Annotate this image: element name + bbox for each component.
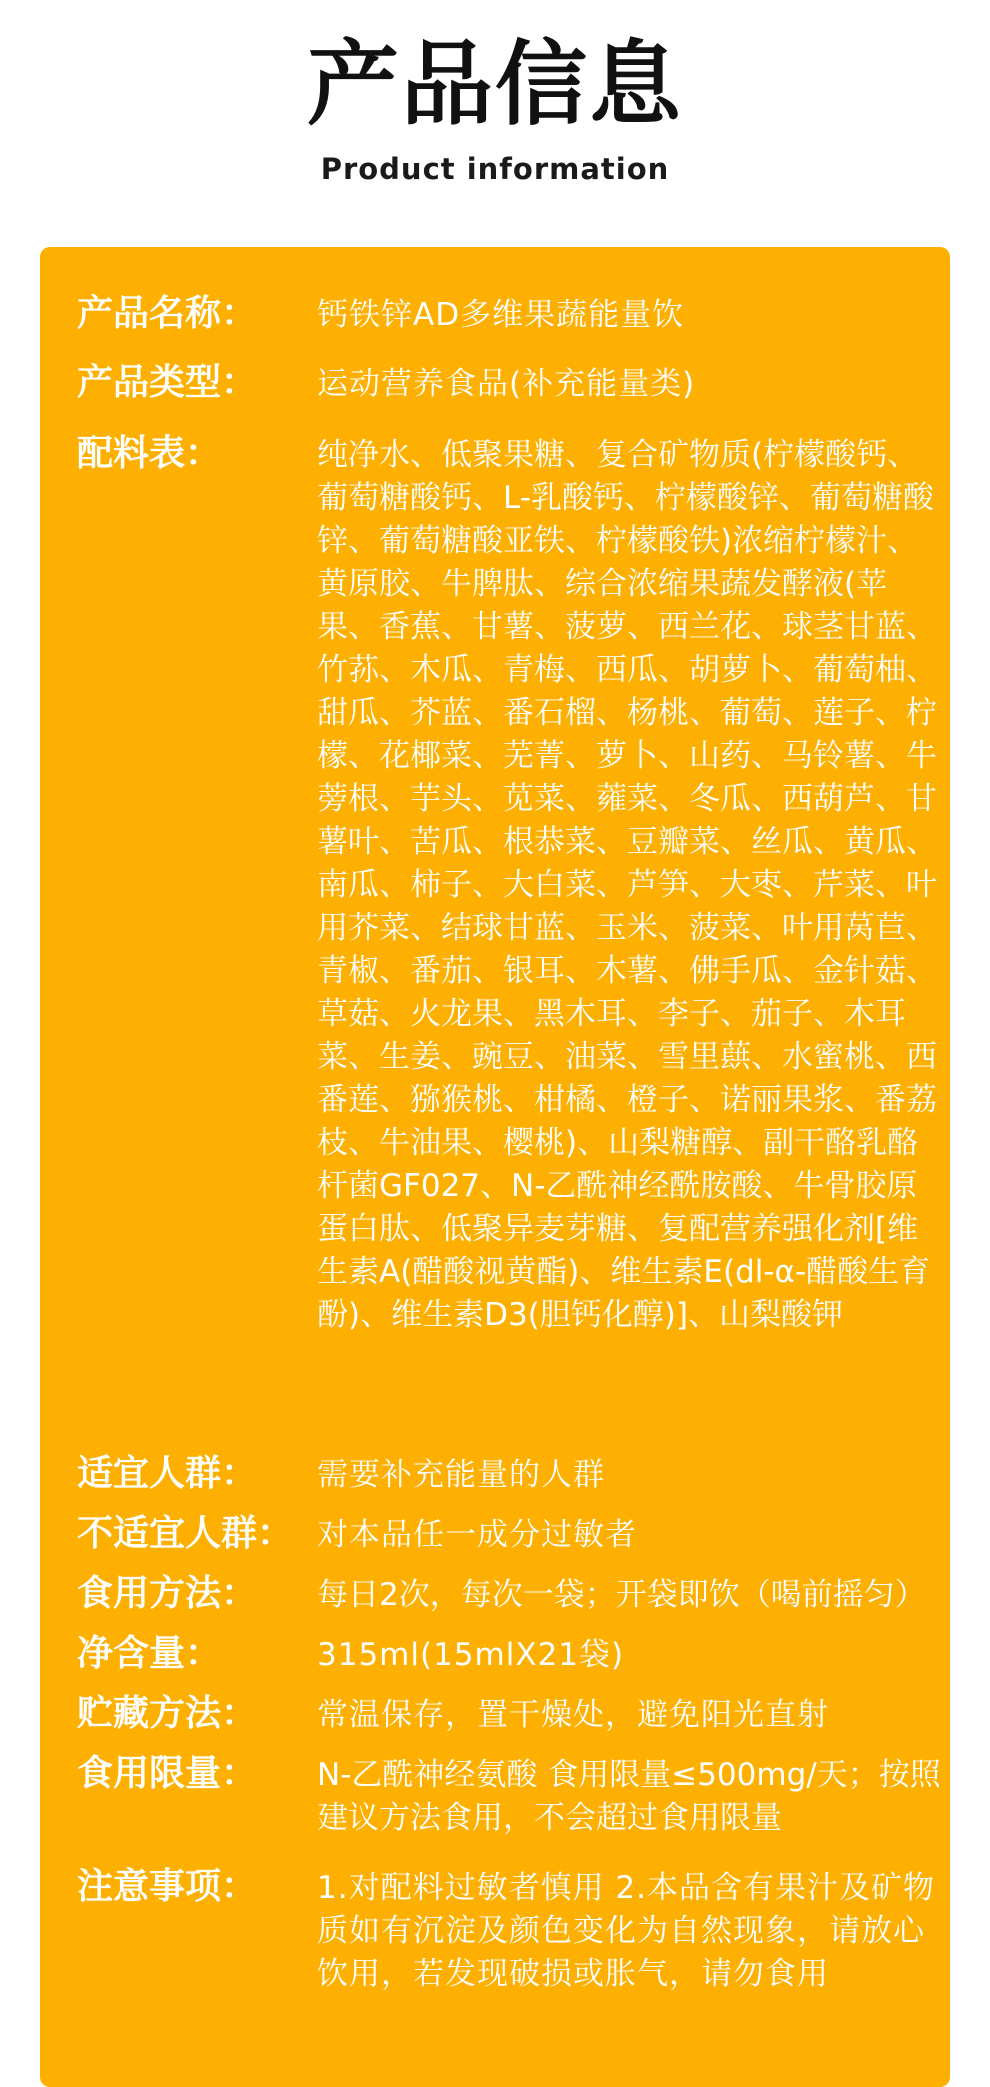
value-unsuitable-people: 对本品任一成分过敏者	[317, 1517, 637, 1553]
label-storage: 贮藏方法：	[77, 1693, 258, 1734]
value-notes: 1.对配料过敏者慎用 2.本品含有果汁及矿物质如有沉淀及颜色变化为自然现象，请放心饮用，若发现破损或胀气，请勿食用	[317, 1870, 936, 1992]
value-suitable-people: 需要补充能量的人群	[317, 1457, 605, 1493]
label-product-name: 产品名称：	[77, 293, 258, 334]
value-product-type: 运动营养食品(补充能量类)	[317, 366, 696, 402]
label-net-content: 净含量：	[77, 1633, 222, 1674]
product-info-card	[40, 247, 950, 2087]
page-title: 产品信息	[306, 31, 683, 138]
label-limit: 食用限量：	[77, 1753, 258, 1794]
label-notes: 注意事项：	[77, 1866, 258, 1907]
value-storage: 常温保存，置干燥处，避免阳光直射	[317, 1697, 829, 1733]
label-suitable-people: 适宜人群：	[77, 1453, 258, 1494]
value-product-name: 钙铁锌AD多维果蔬能量饮	[317, 297, 685, 333]
value-ingredients: 纯净水、低聚果糖、复合矿物质(柠檬酸钙、葡萄糖酸钙、L-乳酸钙、柠檬酸锌、葡萄糖酸锌、葡萄糖酸亚铁、柠檬酸铁)浓缩柠檬汁、黄原胶、牛脾肽、综合浓缩果蔬发酵液(苹果、香蕉、甘薯、菠萝、西兰花、球茎甘蓝、竹荪、木瓜、青梅、西瓜、胡萝卜、葡萄柚、甜瓜、芥蓝、番石榴、杨桃、葡萄、莲子、柠檬、花椰菜、芜菁、萝卜、山药、马铃薯、牛蒡根、芋头、苋菜、蕹菜、冬瓜、西葫芦、甘薯叶、苦瓜、根恭菜、豆瓣菜、丝瓜、黄瓜、南瓜、柿子、大白菜、芦笋、大枣、芹菜、叶用芥菜、结球甘蓝、玉米、菠菜、叶用莴苣、青椒、番茄、银耳、木薯、佛手瓜、金针菇、草菇、火龙果、黑木耳、李子、茄子、木耳菜、生姜、豌豆、油菜、雪里蕻、水蜜桃、西番莲、猕猴桃、柑橘、橙子、诺丽果浆、番荔枝、牛油果、樱桃)、山梨糖醇、副干酪乳酪杆菌GF027、N-乙酰神经酰胺酸、牛骨胶原蛋白肽、低聚异麦芽糖、复配营养强化剂[维生素A(醋酸视黄酯)、维生素E(dl-α-醋酸生育酚)、维生素D3(胆钙化醇)]、山梨酸钾	[317, 437, 937, 1333]
value-limit: N-乙酰神经氨酸 食用限量≤500mg/天；按照建议方法食用，不会超过食用限量	[317, 1757, 941, 1836]
value-usage: 每日2次，每次一袋；开袋即饮（喝前摇匀）	[317, 1577, 926, 1613]
label-product-type: 产品类型：	[77, 362, 258, 403]
page-subtitle: Product information	[320, 152, 670, 186]
value-net-content: 315ml(15mlX21袋)	[317, 1637, 625, 1673]
label-usage: 食用方法：	[77, 1573, 258, 1614]
label-ingredients: 配料表：	[77, 433, 222, 474]
label-unsuitable-people: 不适宜人群：	[77, 1513, 294, 1554]
